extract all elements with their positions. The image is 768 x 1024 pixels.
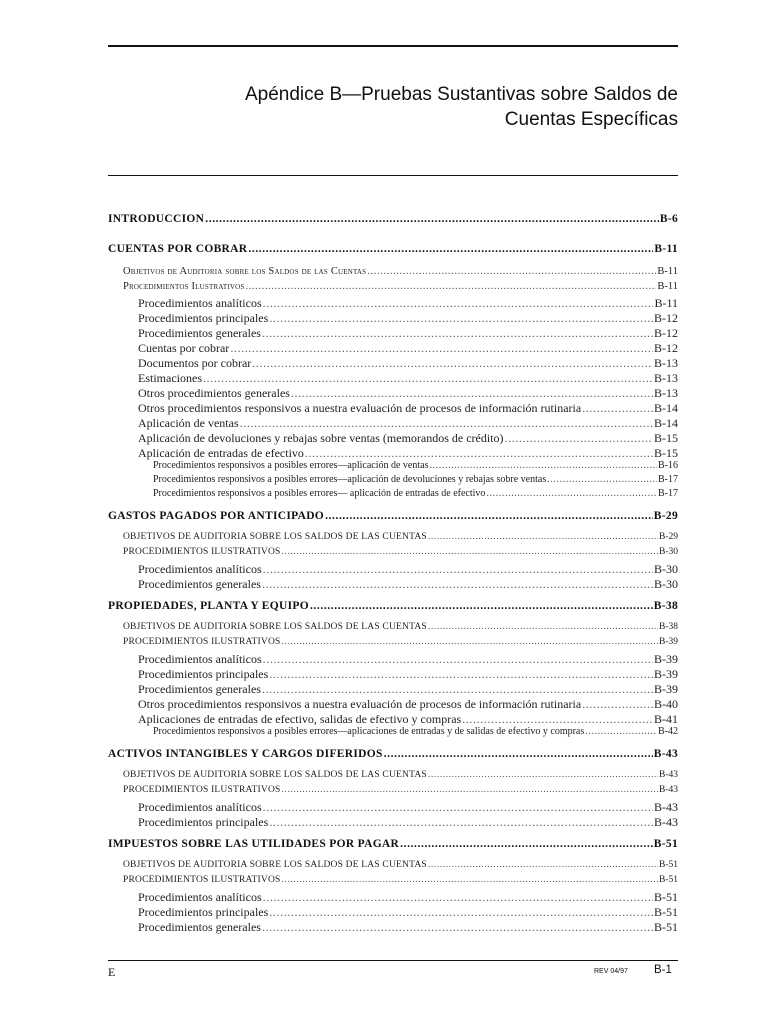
- toc-entry-page: B-43: [659, 785, 678, 795]
- toc-entry[interactable]: [123, 875, 678, 885]
- toc-entry-page: B-39: [659, 637, 678, 647]
- toc-leader-dots: [262, 920, 653, 935]
- toc-leader-dots: [282, 785, 659, 795]
- toc-leader-dots: [428, 622, 658, 632]
- toc-leader-dots: [262, 577, 653, 592]
- toc-entry[interactable]: [138, 446, 678, 461]
- toc-leader-dots: [269, 667, 653, 682]
- toc-entry-label: Procedimientos generales: [138, 920, 261, 934]
- toc-entry-label: PROCEDIMIENTOS ILUSTRATIVOS: [123, 637, 281, 647]
- toc-entry-label: Procedimientos principales: [138, 815, 269, 829]
- footer-section-letter: E: [108, 965, 116, 979]
- toc-entry-page: B-51: [654, 905, 678, 919]
- toc-entry[interactable]: [138, 815, 678, 830]
- toc-entry-page: B-17: [658, 488, 678, 499]
- toc-entry[interactable]: [153, 474, 678, 485]
- footer-page-number: B-1: [654, 964, 672, 976]
- toc-leader-dots: [263, 652, 653, 667]
- toc-leader-dots: [429, 460, 657, 471]
- toc-entry-label: Procedimientos generales: [138, 577, 261, 591]
- toc-entry[interactable]: [138, 431, 678, 446]
- toc-entry[interactable]: [138, 905, 678, 920]
- toc-entry[interactable]: [123, 532, 678, 542]
- toc-entry-label: PROPIEDADES, PLANTA Y EQUIPO: [108, 600, 309, 612]
- toc-entry-label: OBJETIVOS DE AUDITORIA SOBRE LOS SALDOS DE LAS CUENTAS: [123, 770, 427, 780]
- toc-leader-dots: [205, 213, 659, 225]
- toc-entry[interactable]: [138, 577, 678, 592]
- toc-leader-dots: [486, 488, 657, 499]
- toc-entry-label: PROCEDIMIENTOS ILUSTRATIVOS: [123, 785, 281, 795]
- toc-entry-label: Cuentas por cobrar: [138, 341, 230, 355]
- toc-entry-page: B-42: [658, 726, 678, 737]
- toc-leader-dots: [428, 770, 658, 780]
- toc-entry[interactable]: [138, 401, 678, 416]
- toc-entry-page: B-38: [659, 622, 678, 632]
- toc-entry-page: B-14: [654, 401, 678, 415]
- toc-entry-label: Procedimientos analíticos: [138, 652, 262, 666]
- toc-leader-dots: [245, 281, 656, 292]
- toc-entry-label: Aplicación de devoluciones y rebajas sobre ventas (memorandos de crédito): [138, 431, 504, 445]
- toc-entry-page: B-13: [654, 356, 678, 370]
- toc-entry-label: OBJETIVOS DE AUDITORIA SOBRE LOS SALDOS DE LAS CUENTAS: [123, 622, 427, 632]
- toc-entry[interactable]: [138, 296, 678, 311]
- toc-leader-dots: [263, 296, 654, 311]
- toc-leader-dots: [230, 341, 653, 356]
- toc-entry-page: B-43: [654, 800, 678, 814]
- toc-entry[interactable]: [138, 326, 678, 341]
- toc-entry-page: B-11: [657, 266, 678, 277]
- toc-entry[interactable]: [123, 266, 678, 277]
- toc-section-entry[interactable]: [108, 600, 678, 612]
- toc-entry-label: Procedimientos responsivos a posibles errores—aplicación de devoluciones y rebajas sobre ventas: [153, 474, 547, 485]
- toc-leader-dots: [462, 712, 653, 727]
- toc-entry-label: Otros procedimientos responsivos a nuestra evaluación de procesos de información rutinaria: [138, 697, 582, 711]
- toc-entry-page: B-11: [657, 281, 678, 292]
- toc-leader-dots: [252, 356, 653, 371]
- toc-entry-label: GASTOS PAGADOS POR ANTICIPADO: [108, 510, 325, 522]
- toc-entry-label: ACTIVOS INTANGIBLES Y CARGOS DIFERIDOS: [108, 748, 383, 760]
- toc-leader-dots: [282, 637, 659, 647]
- toc-entry-page: B-12: [654, 326, 678, 340]
- toc-leader-dots: [263, 800, 653, 815]
- toc-entry-label: Procedimientos generales: [138, 682, 261, 696]
- toc-entry-page: B-29: [659, 532, 678, 542]
- toc-entry-label: Procedimientos analíticos: [138, 296, 262, 310]
- toc-leader-dots: [269, 311, 653, 326]
- toc-entry-page: B-12: [654, 311, 678, 325]
- toc-entry-page: B-13: [654, 386, 678, 400]
- toc-entry-page: B-39: [654, 667, 678, 681]
- toc-entry[interactable]: [138, 712, 678, 727]
- toc-entry-label: PROCEDIMIENTOS ILUSTRATIVOS: [123, 875, 281, 885]
- toc-entry-label: Aplicación de entradas de efectivo: [138, 446, 304, 460]
- toc-entry-label: Otros procedimientos responsivos a nuestra evaluación de procesos de información rutinaria: [138, 401, 582, 415]
- toc-entry[interactable]: [138, 311, 678, 326]
- toc-leader-dots: [505, 431, 653, 446]
- toc-entry-page: B-38: [653, 600, 678, 612]
- toc-entry-label: OBJETIVOS DE AUDITORIA SOBRE LOS SALDOS DE LAS CUENTAS: [123, 532, 427, 542]
- toc-leader-dots: [282, 875, 659, 885]
- toc-leader-dots: [282, 547, 659, 557]
- toc-leader-dots: [269, 815, 653, 830]
- toc-section-entry[interactable]: [108, 510, 678, 522]
- toc-entry-label: Aplicaciones de entradas de efectivo, salidas de efectivo y compras: [138, 712, 462, 726]
- toc-entry[interactable]: [138, 356, 678, 371]
- toc-leader-dots: [325, 510, 653, 522]
- toc-entry-label: Procedimientos principales: [138, 311, 269, 325]
- toc-entry-label: Procedimientos responsivos a posibles errores— aplicación de entradas de efectivo: [153, 488, 486, 499]
- toc-entry-page: B-17: [658, 474, 678, 485]
- toc-entry[interactable]: [138, 697, 678, 712]
- toc-entry[interactable]: [138, 667, 678, 682]
- toc-entry-page: B-30: [659, 547, 678, 557]
- toc-entry-page: B-30: [654, 577, 678, 591]
- toc-entry-page: B-29: [653, 510, 678, 522]
- toc-entry-label: Aplicación de ventas: [138, 416, 239, 430]
- toc-leader-dots: [263, 562, 653, 577]
- toc-entry-page: B-15: [654, 446, 678, 460]
- toc-entry-page: B-43: [659, 770, 678, 780]
- toc-leader-dots: [367, 266, 656, 277]
- toc-leader-dots: [291, 386, 653, 401]
- toc-entry-label: Procedimientos generales: [138, 326, 261, 340]
- toc-entry-page: B-43: [654, 815, 678, 829]
- toc-section-entry[interactable]: [108, 748, 678, 760]
- toc-entry-label: Procedimientos principales: [138, 905, 269, 919]
- toc-entry-label: OBJETIVOS DE AUDITORIA SOBRE LOS SALDOS DE LAS CUENTAS: [123, 860, 427, 870]
- toc-entry-label: IMPUESTOS SOBRE LAS UTILIDADES POR PAGAR: [108, 838, 400, 850]
- toc-entry-label: Procedimientos responsivos a posibles errores—aplicaciones de entradas y de salidas de efectivo y compras: [153, 726, 585, 737]
- toc-section-entry[interactable]: [108, 213, 678, 225]
- toc-entry-page: B-15: [654, 431, 678, 445]
- title-divider: [108, 175, 678, 176]
- toc-entry-label: Procedimientos Ilustrativos: [123, 281, 245, 292]
- toc-entry[interactable]: [138, 371, 678, 386]
- toc-entry[interactable]: [153, 726, 678, 737]
- toc-entry-label: Procedimientos analíticos: [138, 890, 262, 904]
- toc-entry-page: B-39: [654, 652, 678, 666]
- toc-leader-dots: [240, 416, 653, 431]
- footer-revision: REV 04/97: [594, 968, 628, 975]
- toc-leader-dots: [428, 860, 658, 870]
- toc-leader-dots: [248, 243, 653, 255]
- toc-leader-dots: [384, 748, 653, 760]
- toc-entry-label: Objetivos de Auditoria sobre los Saldos de las Cuentas: [123, 266, 367, 277]
- toc-leader-dots: [203, 371, 653, 386]
- toc-leader-dots: [547, 474, 657, 485]
- toc-entry-page: B-51: [653, 838, 678, 850]
- toc-entry-label: Estimaciones: [138, 371, 202, 385]
- toc-entry[interactable]: [123, 281, 678, 292]
- toc-entry-label: Otros procedimientos generales: [138, 386, 290, 400]
- toc-leader-dots: [428, 532, 658, 542]
- toc-leader-dots: [269, 905, 653, 920]
- toc-entry-page: B-41: [654, 712, 678, 726]
- toc-entry-label: Procedimientos principales: [138, 667, 269, 681]
- toc-leader-dots: [310, 600, 653, 612]
- toc-entry-page: B-51: [654, 920, 678, 934]
- toc-entry-page: B-13: [654, 371, 678, 385]
- toc-entry[interactable]: [138, 652, 678, 667]
- toc-entry[interactable]: [123, 622, 678, 632]
- toc-entry-page: B-39: [654, 682, 678, 696]
- toc-entry[interactable]: [138, 682, 678, 697]
- toc-leader-dots: [305, 446, 653, 461]
- toc-leader-dots: [262, 682, 653, 697]
- toc-entry-label: Procedimientos analíticos: [138, 800, 262, 814]
- toc-entry-page: B-12: [654, 341, 678, 355]
- toc-entry-page: B-14: [654, 416, 678, 430]
- toc-entry-label: PROCEDIMIENTOS ILUSTRATIVOS: [123, 547, 281, 557]
- toc-entry[interactable]: [123, 860, 678, 870]
- toc-entry-page: B-30: [654, 562, 678, 576]
- toc-entry-label: Procedimientos analíticos: [138, 562, 262, 576]
- toc-entry-label: Procedimientos responsivos a posibles errores—aplicación de ventas: [153, 460, 429, 471]
- toc-leader-dots: [262, 326, 653, 341]
- toc-entry[interactable]: [138, 800, 678, 815]
- toc-entry[interactable]: [123, 770, 678, 780]
- document-title: [245, 82, 678, 132]
- toc-entry[interactable]: [153, 488, 678, 499]
- toc-entry[interactable]: [138, 920, 678, 935]
- toc-leader-dots: [582, 697, 653, 712]
- toc-leader-dots: [400, 838, 653, 850]
- toc-entry-page: B-51: [659, 860, 678, 870]
- toc-entry[interactable]: [123, 637, 678, 647]
- toc-entry-page: B-51: [659, 875, 678, 885]
- toc-entry[interactable]: [138, 890, 678, 905]
- toc-entry-label: INTRODUCCION: [108, 213, 205, 225]
- toc-entry-page: B-11: [654, 296, 678, 310]
- toc-leader-dots: [263, 890, 653, 905]
- toc-entry-page: B-43: [653, 748, 678, 760]
- toc-entry[interactable]: [138, 562, 678, 577]
- toc-entry[interactable]: [138, 416, 678, 431]
- toc-entry[interactable]: [138, 341, 678, 356]
- toc-entry-page: B-6: [659, 213, 678, 225]
- toc-section-entry[interactable]: [108, 838, 678, 850]
- toc-entry-page: B-51: [654, 890, 678, 904]
- toc-entry-page: B-11: [654, 243, 678, 255]
- title-line-2: Cuentas Específicas: [504, 109, 678, 130]
- toc-entry-label: CUENTAS POR COBRAR: [108, 243, 248, 255]
- toc-entry[interactable]: [123, 785, 678, 795]
- toc-entry[interactable]: [138, 386, 678, 401]
- toc-entry-label: Documentos por cobrar: [138, 356, 252, 370]
- toc-entry-page: B-16: [658, 460, 678, 471]
- toc-leader-dots: [585, 726, 657, 737]
- toc-leader-dots: [582, 401, 653, 416]
- toc-section-entry[interactable]: [108, 243, 678, 255]
- top-rule: [108, 45, 678, 47]
- footer-rule: [108, 960, 678, 961]
- toc-entry-page: B-40: [654, 697, 678, 711]
- toc-entry[interactable]: [123, 547, 678, 557]
- title-line-1: Apéndice B—Pruebas Sustantivas sobre Saldos de: [244, 84, 678, 105]
- toc-entry[interactable]: [153, 460, 678, 471]
